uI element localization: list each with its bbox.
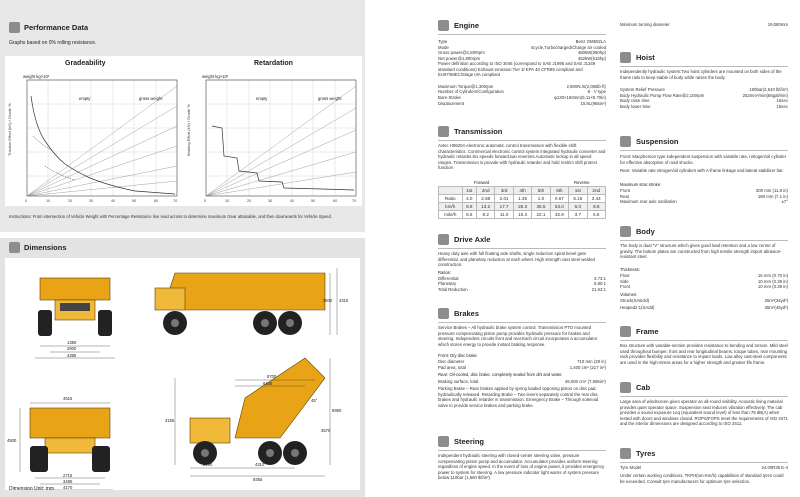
- hoist-text: Independently hydraulic system:Two hoist cylinders are mounted on both sides of the frame rails to keep stable of body while raises the body.: [620, 69, 782, 80]
- ratio-table-cell: 32.9: [550, 211, 568, 219]
- engine-spec-row: [438, 84, 606, 89]
- hoist-spec-value: 16sec: [776, 98, 788, 104]
- ratio-table-row: [439, 187, 606, 195]
- hoist-spec-row: [620, 87, 788, 92]
- ratio-table-cell: 5.15: [569, 195, 587, 203]
- engine-spec-label: Gross power@1,800rpm: [438, 50, 485, 56]
- performance-title: Performance Data: [24, 23, 89, 32]
- svg-text:60: 60: [154, 199, 159, 203]
- suspension-spec-row: [620, 194, 788, 199]
- dim-dump-h: 8950: [332, 408, 342, 413]
- body-thickness-label: Thickness:: [620, 267, 641, 272]
- truck-front-view: [38, 278, 112, 336]
- ratio-table-cell: 2.68: [477, 195, 495, 203]
- svg-text:40: 40: [290, 199, 295, 203]
- steering-icon: [438, 436, 449, 447]
- engine-spec-value: φ130×150mm(5.11×5.70in): [554, 95, 606, 100]
- brakes-rear-spec-value: 49,000 cm² (7,595in²): [564, 379, 606, 384]
- frame-text: Box structure with variable-section provides resistance to bending and torsion. Mild steel used throughout bumper, front and rear longitudinal beams, torque tubes, rear mounting rack provides flexibility and resistance to impact loads. Low alloy cast-steel components are used in the high-stress areas for a higher strength and greater life frame.: [620, 343, 788, 365]
- hoist-spec-value: 190bar(2,610 lbf/in²): [749, 87, 788, 92]
- dim-rear-h: 4500: [7, 438, 17, 443]
- brakes-front-spec-row: [438, 365, 606, 370]
- brakes-front-spec-value: 710 mm (28 in): [577, 359, 606, 364]
- ratio-table-cell: 6.0: [569, 203, 587, 211]
- hoist-title: Hoist: [636, 53, 655, 62]
- dim-rear-w2: 3485: [63, 479, 73, 484]
- suspension-icon: [620, 136, 631, 147]
- brakes-front-spec-value: 1,400 cm² (217 in²): [569, 364, 606, 370]
- drive-axle-ratio-value: 21.63:1: [591, 286, 606, 292]
- dim-bot-3: 9355: [253, 477, 263, 482]
- ratio-table-cell: 4.0: [462, 195, 476, 203]
- ratio-table-cell: 8.2: [477, 211, 495, 219]
- svg-text:Traction Effort (kN) / Grade %: Traction Effort (kN) / Grade %: [7, 103, 12, 156]
- engine-spec-value: 480kW(650hp): [577, 50, 606, 56]
- gradeability-title: Gradeability: [65, 60, 106, 67]
- truck-drawings: [5, 258, 360, 490]
- dim-dump-angle: 45°: [311, 398, 318, 403]
- truck-side-view: [155, 273, 325, 335]
- svg-text:40: 40: [111, 199, 116, 203]
- steering-text: Independent hydraulic steering with closed-center steering valve, pressure compensating piston pump and accumulator. Accumulator provides uniform steering regardless of engine speed. In the event of loss of engine power, it provides emergency power to system for steering. A low pressure indicator light warns of system pressure below 110bar (1,660 lbf/in²).: [438, 453, 605, 481]
- frame-icon: [620, 326, 631, 337]
- svg-text:20: 20: [247, 199, 252, 203]
- suspension-text2: Rear: Variable rate nitrogen/oil cylinders with A-frame linkage and lateral stabilizer bar.: [620, 168, 784, 173]
- engine-spec-label: Maximum Torque@1,300rpm: [438, 83, 494, 89]
- ratio-table-cell: 2.01: [495, 195, 513, 203]
- dim-dump-top2: 8405: [263, 381, 273, 386]
- ratio-table-cell: 16.3: [513, 211, 531, 219]
- engine-spec-row: [438, 95, 606, 100]
- ratio-table-cell: 22.1: [532, 211, 550, 219]
- body-thickness-label: Side: [620, 278, 629, 284]
- retardation-gross-label: gross weight: [318, 96, 342, 101]
- svg-text:30: 30: [268, 199, 273, 203]
- engine-spec-row: [438, 39, 606, 44]
- ratio-table-cell: 35.5: [532, 203, 550, 211]
- body-thickness-row: [620, 284, 788, 289]
- ratio-table-cell: 8.9: [587, 203, 605, 211]
- brakes-front-label: Front: Dry disc brake: [438, 353, 477, 358]
- brakes-text2: Parking Brake – Rear brakes applied by spring loaded opposing piston on disc pad, hydraulically released. Retarding Brake – Two levers separately control the rear disc brakes and hydraulic retarder in transmission. Emergency Brake – Through solenoid valve to provide service brakes and parking brake.: [438, 386, 599, 408]
- gradeability-empty-label: empty: [79, 96, 91, 101]
- engine-title: Engine: [454, 21, 480, 30]
- engine-spec-label: Displacement: [438, 100, 465, 106]
- gradeability-plot: [5, 56, 183, 206]
- body-thickness-label: Front: [620, 284, 631, 290]
- dim-dump-top1: 8700: [267, 374, 277, 379]
- drive-axle-ratio-label: Differential: [438, 276, 459, 281]
- hoist-spec-row: [620, 104, 788, 109]
- ratio-table-cell: 26.3: [513, 203, 531, 211]
- ratio-table-cell: 3.44: [587, 195, 605, 203]
- dim-bot-1: 2290: [203, 462, 213, 467]
- cab-text: Large area of windscreen gives operator an all-round visibility. Acoustic lining material provides quiet operator space. Suspension seat reduces vibration effectively. The cab provides a sound exposure Leq (equivalent sound level) of less than 78 dB(A) when tested with doors and windows closed. ROPS/FOPS meet the requirements of ISO 3471 and the interior dimensions are designed according to ISO 3411.: [620, 399, 788, 427]
- dim-rear-w3: 4170: [63, 485, 73, 490]
- truck-dump-view: [190, 358, 325, 465]
- body-title: Body: [636, 227, 655, 236]
- frame-title: Frame: [636, 327, 659, 336]
- dimensions-title: Dimensions: [24, 243, 67, 252]
- engine-spec-label: Net power@1,800rpm: [438, 55, 481, 61]
- svg-text:50: 50: [132, 199, 137, 203]
- dimension-unit: Dimension Unit: mm: [9, 486, 55, 492]
- cab-icon: [620, 382, 631, 393]
- engine-spec-row: [438, 50, 606, 55]
- retardation-weight-label: weight kg×10³: [202, 74, 229, 79]
- dimensions-drawing-area: [5, 258, 360, 490]
- hoist-spec-label: System Relief Pressure: [620, 87, 665, 92]
- gradeability-weight-label: weight kg×10³: [23, 74, 50, 79]
- ratio-table-cell: 17.7: [495, 203, 513, 211]
- engine-spec-value: Benz OM502LA: [575, 39, 606, 44]
- svg-text:60: 60: [333, 199, 338, 203]
- brakes-icon: [438, 308, 449, 319]
- engine-spec-value: 15.9L(965in³): [580, 100, 606, 106]
- drive-axle-ratio-label: Planetary: [438, 281, 457, 287]
- transmission-text: Avtec H8620A electronic automatic control transmission with flexible shift characteristics. Commercial electronic control system integrated hydraulic converter and hydraulic retarder.Six speeds forward,two reverses.Automatic lockup in all speed ranges. Transmission is provide with hydraulic retarder and hold restrict shift protect function: [438, 143, 606, 171]
- retardation-empty-label: empty: [256, 96, 268, 101]
- ratio-table-cell: 2nd: [477, 187, 495, 195]
- svg-text:10: 10: [225, 199, 230, 203]
- hoist-spec-row: [620, 98, 788, 103]
- brakes-rear-label: Rear: Oil-cooled, disc brake, completely sealed from dirt and water.: [438, 372, 563, 377]
- dim-front-w3: 4385: [67, 353, 77, 358]
- ratio-table-cell: 53.0: [550, 203, 568, 211]
- svg-text:50: 50: [311, 199, 316, 203]
- ratio-table-cell: km/h: [439, 203, 463, 211]
- performance-icon: [9, 22, 20, 33]
- brakes-front-spec-label: Pad area, total: [438, 364, 466, 370]
- engine-spec-value: 2,800N.m(2,065lb·ft): [566, 83, 606, 89]
- hoist-spec-label: Body raise time: [620, 98, 650, 104]
- engine-spec-label: Mode: [438, 44, 449, 50]
- ratio-table-cell: 0.67: [550, 195, 568, 203]
- brakes-rear-spec-row: [438, 379, 606, 384]
- ratio-table-cell: 3.7: [569, 211, 587, 219]
- svg-text:20: 20: [68, 199, 73, 203]
- svg-text:70: 70: [352, 199, 357, 203]
- steering-title: Steering: [454, 437, 485, 446]
- gradeability-gross-label: gross weight: [139, 96, 163, 101]
- engine-spec-label: Bore·Stroke: [438, 95, 461, 100]
- gradeability-chart: [5, 56, 183, 206]
- suspension-text1: Front: Macpherson type independent suspension with variable rate, nitrogen/oil cylinder for effective absorption of road shocks.: [620, 154, 787, 165]
- engine-spec-label: Power definition according to ISO 3046 (correspond to SAE J1995 and SAE J1349 standard conditions) Exhaust emission Tier 3/ EPA 40 CFR89 compliant and EU97/68EC/Stage IIIA compliant: [438, 61, 596, 77]
- retardation-chart: [182, 56, 362, 206]
- body-thickness-row: [620, 279, 788, 284]
- ratio-table-cell: mile/h: [439, 211, 463, 219]
- drive-axle-ratios-label: Ratios:: [438, 270, 452, 275]
- dimensions-icon: [9, 242, 20, 253]
- ratio-table-row: [439, 211, 606, 219]
- suspension-spec-label: Maximum rear axle oscillation: [620, 199, 677, 205]
- tyres-text: Under certain working conditions, TKPH(ton-Km/h) capabilities of standard tyres could be exceeded. Consult tyre manufacturers for optimum tyre selection.: [620, 473, 784, 484]
- performance-instructions: Instructions: From intersection of Vehicle Weight with Percentage Resistance line read across to determine maximum Gear attainable, and then downwards for Vehicle Speed.: [9, 214, 332, 219]
- transmission-title: Transmission: [454, 127, 503, 136]
- engine-spec-row: [438, 89, 606, 94]
- hoist-spec-value: 15sec: [776, 103, 788, 109]
- ratio-table-cell: 8.9: [462, 203, 476, 211]
- tyre-spec-row: [620, 465, 788, 470]
- brakes-rear-spec-label: Braking surface, total: [438, 379, 479, 384]
- drive-axle-ratio-value: 5.80:1: [594, 281, 606, 287]
- drive-axle-ratio-value: 3.73:1: [594, 276, 606, 281]
- hoist-spec-row: [620, 93, 788, 98]
- tyre-spec-label: Tyre Model: [620, 465, 642, 470]
- suspension-title: Suspension: [636, 137, 679, 146]
- performance-subtitle: Graphs based on 0% rolling resistance.: [9, 40, 97, 46]
- suspension-stroke-label: Maximum strut stroke:: [620, 182, 662, 187]
- drive-axle-title: Drive Axle: [454, 235, 491, 244]
- hoist-spec-label: Body lower time: [620, 103, 651, 109]
- dim-left-h: 4155: [165, 418, 175, 423]
- body-thickness-value: 16 mm (0.70 in): [757, 273, 788, 278]
- ratio-table-cell: 5th: [532, 187, 550, 195]
- turning-label: Minimum turning diameter: [620, 22, 670, 27]
- turning-diameter: [620, 22, 788, 27]
- transmission-icon: [438, 126, 449, 137]
- svg-text:70: 70: [173, 199, 178, 203]
- engine-spec-value: 452kW(615hp): [577, 55, 606, 61]
- retardation-plot: [182, 56, 362, 206]
- dim-front-w2: 2900: [67, 346, 77, 351]
- body-volume-row: [620, 305, 788, 310]
- suspension-spec-label: Rear: [620, 193, 630, 199]
- suspension-spec-label: Front: [620, 188, 631, 193]
- engine-spec-row: [438, 61, 606, 77]
- engine-spec-label: Number of Cylinders/Configuration: [438, 89, 504, 95]
- suspension-spec-row: [620, 188, 788, 193]
- body-volume-value: 35m³(46yd³): [764, 304, 788, 310]
- dim-bot-2: 4310: [255, 462, 265, 467]
- tyre-spec-value: 24.00R35 E-4: [761, 465, 788, 470]
- ratio-table-cell: 1.0: [532, 195, 550, 203]
- suspension-spec-value: 300 mm (11.8 in): [755, 188, 788, 193]
- engine-spec-row: [438, 45, 606, 50]
- ratio-table-cell: 1st: [569, 187, 587, 195]
- body-thickness-label: Floor: [620, 273, 630, 278]
- svg-text:30: 30: [89, 199, 94, 203]
- hoist-icon: [620, 52, 631, 63]
- drive-axle-text: Heavy duty axle with full floating axle shafts, single reduction spiral bevel gear differential, and planetary reduction at each wheel. High strength cast steel welded construction.: [438, 251, 595, 268]
- brakes-front-spec-label: Disc diameter: [438, 359, 465, 364]
- suspension-spec-value: ±7°: [781, 199, 788, 205]
- ratio-table-row: [439, 203, 606, 211]
- ratio-table-cell: 2nd: [587, 187, 605, 195]
- engine-spec-row: [438, 56, 606, 61]
- dim-dump-h2: 3570: [321, 428, 331, 433]
- brakes-title: Brakes: [454, 309, 480, 318]
- body-volume-label: Struck(SAEdxl): [620, 298, 650, 303]
- ratio-table-cell: 1.35: [513, 195, 531, 203]
- body-volume-row: [620, 298, 788, 303]
- turning-value: 19,080mm: [767, 22, 788, 27]
- svg-text:Braking Effort (kN) / Grade %: Braking Effort (kN) / Grade %: [186, 104, 191, 156]
- tyres-icon: [620, 448, 631, 459]
- hoist-spec-value: 252mm³/min(66gal/min): [742, 92, 788, 98]
- drive-axle-icon: [438, 234, 449, 245]
- ratio-table-cell: 6th: [550, 187, 568, 195]
- engine-spec-label: Type: [438, 39, 448, 44]
- dim-side-h2: 4315: [339, 298, 349, 303]
- engine-spec-value: 8 · V type: [587, 89, 606, 95]
- svg-text:10: 10: [46, 199, 51, 203]
- drive-axle-ratio-row: [438, 287, 606, 292]
- ratio-table-cell: 13.2: [477, 203, 495, 211]
- body-thickness-value: 10 mm (0.39 in): [757, 284, 788, 290]
- ratio-table-cell: 11.0: [495, 211, 513, 219]
- body-volumes-label: Volumes:: [620, 292, 638, 297]
- body-volume-value: 26m³(34yd³): [764, 298, 788, 303]
- hoist-spec-label: Body Hydraulic Pump Flow Rate@2,100rpm: [620, 92, 705, 98]
- brakes-text: Service Brakes – All hydraulic brake system control. Transmission PTO mounted pressure compensating piston pump provides hydraulic pressure for brakes and steering. Independent circuits front and rear.Each circuit incorporates a accumulator which stores energy to provide instant braking response.: [438, 325, 598, 347]
- truck-rear-view: [30, 408, 110, 472]
- ratio-table-row: [439, 195, 606, 203]
- body-icon: [620, 226, 631, 237]
- body-thickness-value: 10 mm (0.39 in): [757, 278, 788, 284]
- body-text: The body is dual "V" structure which gives good load retention and a low centre of gravity. The bottom plates are constructed from high tensile strength import abrasion-resistant steel.: [620, 243, 782, 260]
- transmission-forward-label: Forward: [474, 180, 490, 185]
- transmission-ratio-table: [438, 186, 606, 219]
- ratio-table-cell: Ratio: [439, 195, 463, 203]
- ratio-table-cell: 1st: [462, 187, 476, 195]
- brakes-front-spec-row: [438, 359, 606, 364]
- dim-side-h1: 3940: [323, 298, 333, 303]
- suspension-spec-value: 180 mm (7.1 in): [757, 193, 788, 199]
- ratio-table-cell: 5.5: [587, 211, 605, 219]
- engine-spec-row: [438, 101, 606, 106]
- dim-front-w1: 1380: [67, 340, 77, 345]
- drive-axle-ratio-label: Total Reduction: [438, 286, 468, 292]
- ratio-table-cell: 3rd: [495, 187, 513, 195]
- tyres-title: Tyres: [636, 449, 656, 458]
- body-thickness-row: [620, 273, 788, 278]
- ratio-table-cell: [439, 187, 463, 195]
- ratio-table-cell: 4th: [513, 187, 531, 195]
- retardation-title: Retardation: [254, 60, 293, 67]
- suspension-spec-row: [620, 199, 788, 204]
- svg-text:0: 0: [204, 199, 207, 203]
- dim-rear-w1: 2715: [63, 473, 73, 478]
- cab-title: Cab: [636, 383, 651, 392]
- dim-rear-top: 4615: [63, 396, 73, 401]
- transmission-reverse-label: Reverse: [574, 180, 590, 185]
- engine-icon: [438, 20, 449, 31]
- body-volume-label: Heaped2:1(SAdd): [620, 304, 655, 310]
- engine-spec-value: 4cycle,Turbocharged/Charge air cooled: [530, 44, 606, 50]
- svg-text:0: 0: [25, 199, 28, 203]
- ratio-table-cell: 5.5: [462, 211, 476, 219]
